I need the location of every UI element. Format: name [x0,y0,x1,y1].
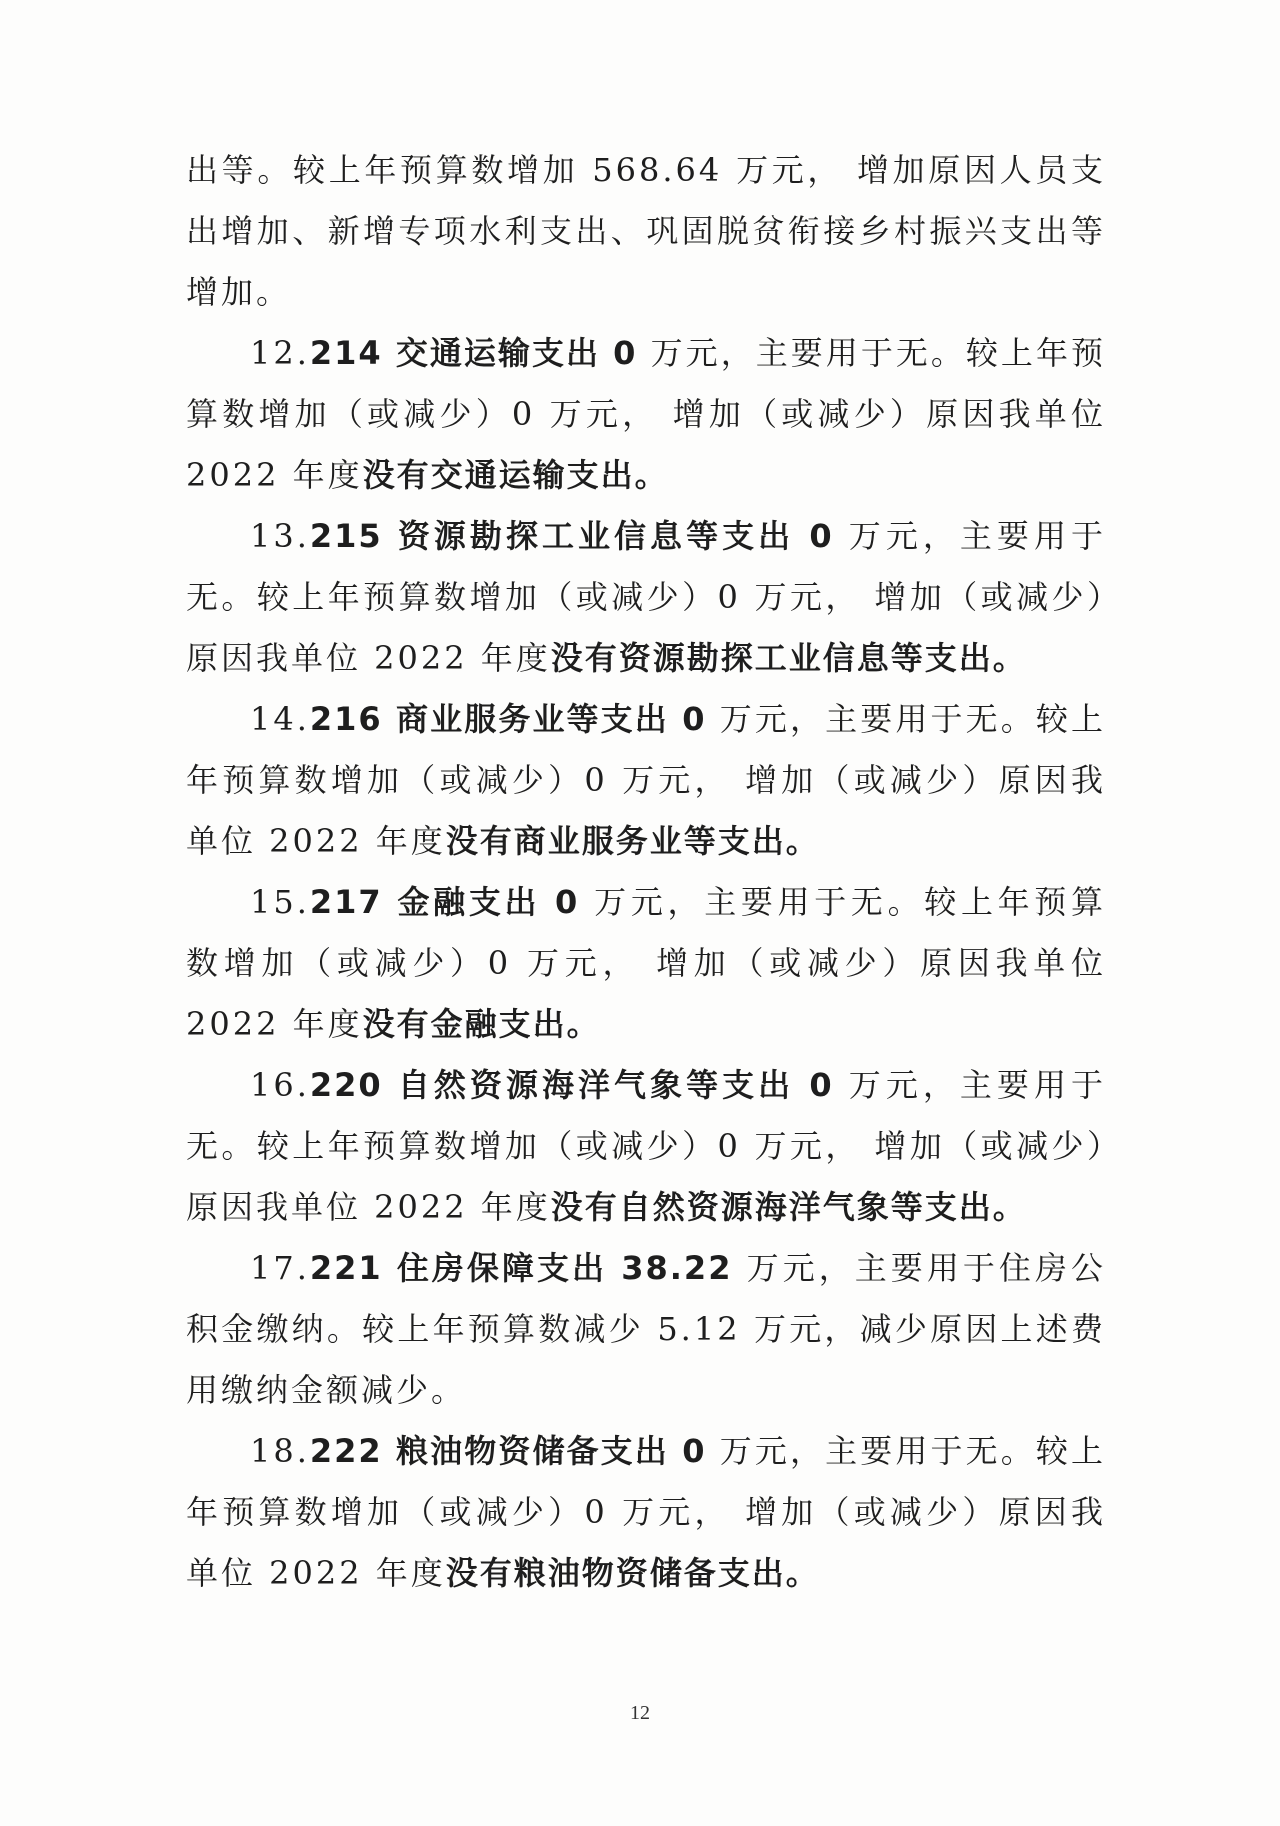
bold-text: 221 住房保障支出 38.22 [309,1249,733,1287]
paragraph [186,506,1106,689]
bold-text: 没有交通运输支出。 [362,456,669,494]
bold-text: 没有金融支出。 [362,1005,601,1043]
text-run: 12. [250,334,310,372]
bold-text: 220 自然资源海洋气象等支出 0 [309,1066,834,1104]
bold-text: 没有粮油物资储备支出。 [445,1554,820,1592]
text-run: 13. [250,517,310,555]
text-run: 18. [250,1432,310,1470]
document-body [186,140,1106,1604]
text-run: 15. [250,883,310,921]
text-run: 16. [250,1066,310,1104]
page-number: 12 [630,1702,650,1724]
bold-text: 没有商业服务业等支出。 [445,822,820,860]
bold-text: 没有自然资源海洋气象等支出。 [550,1188,1027,1226]
text-run: 万元，主要用于无。较上年预算数增加（或减少）0 万元， 增加（或减少）原因我单位 2022 年度 [186,334,1106,494]
paragraph [186,1421,1106,1604]
bold-text: 217 金融支出 0 [309,883,580,921]
text-run: 万元，主要用于无。较上年预算数增加（或减少）0 万元， 增加（或减少）原因我单位 2022 年度 [186,700,1106,860]
text-run: 万元，主要用于无。较上年预算数增加（或减少）0 万元， 增加（或减少）原因我单位 2022 年度 [186,517,1106,677]
text-run: 万元，主要用于无。较上年预算数增加（或减少）0 万元， 增加（或减少）原因我单位 2022 年度 [186,1432,1106,1592]
text-run: 万元，主要用于无。较上年预算数增加（或减少）0 万元， 增加（或减少）原因我单位 2022 年度 [186,883,1106,1043]
bold-text: 没有资源勘探工业信息等支出。 [550,639,1027,677]
text-run: 14. [250,700,310,738]
text-run: 17. [250,1249,310,1287]
text-run: 出等。较上年预算数增加 568.64 万元， 增加原因人员支出增加、新增专项水利支出、巩固脱贫衔接乡村振兴支出等增加。 [186,151,1106,311]
paragraph [186,872,1106,1055]
bold-text: 216 商业服务业等支出 0 [309,700,707,738]
paragraph [186,689,1106,872]
text-run: 万元，主要用于无。较上年预算数增加（或减少）0 万元， 增加（或减少）原因我单位 2022 年度 [186,1066,1106,1226]
bold-text: 214 交通运输支出 0 [309,334,638,372]
bold-text: 222 粮油物资储备支出 0 [309,1432,707,1470]
bold-text: 215 资源勘探工业信息等支出 0 [309,517,834,555]
paragraph [186,140,1106,323]
paragraph [186,1238,1106,1421]
paragraph [186,323,1106,506]
paragraph [186,1055,1106,1238]
text-run: 万元，主要用于住房公积金缴纳。较上年预算数减少 5.12 万元，减少原因上述费用缴纳金额减少。 [186,1249,1106,1409]
